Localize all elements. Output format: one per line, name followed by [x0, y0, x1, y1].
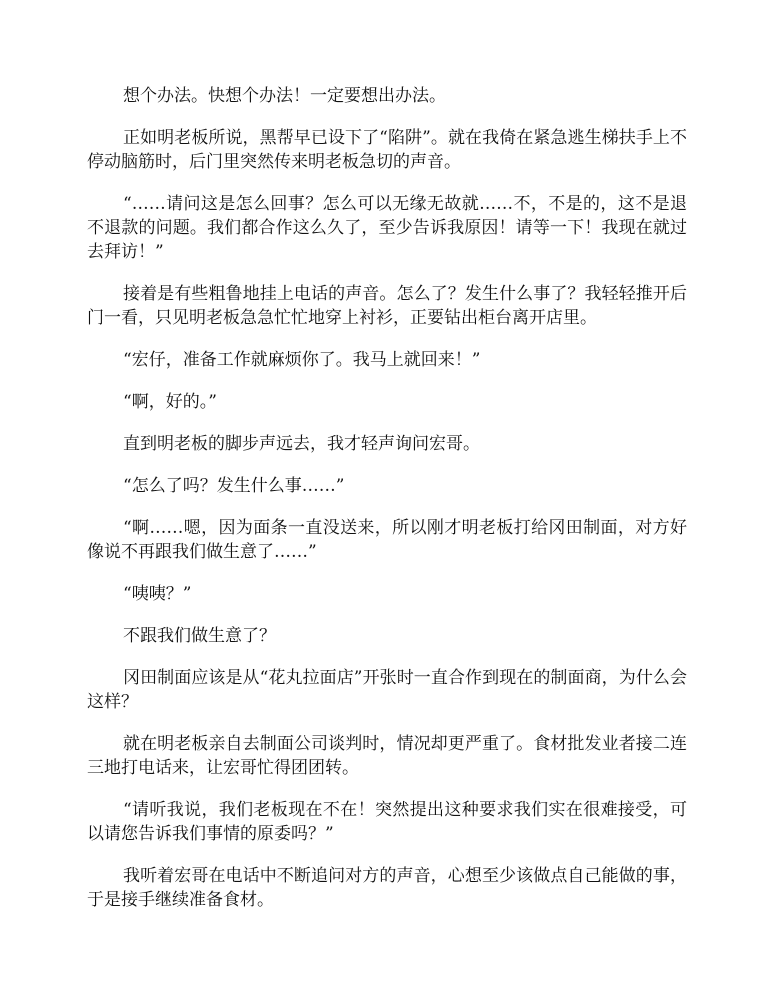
- body-text: [87, 84, 687, 930]
- paragraph: 正如明老板所说，黑帮早已设下了“陷阱”。就在我倚在紧急逃生梯扶手上不停动脑筋时，后门里突然传来明老板急切的声音。: [87, 128, 687, 172]
- paragraph: 想个办法。快想个办法！一定要想出办法。: [123, 86, 446, 106]
- paragraph: 不跟我们做生意了？: [123, 626, 276, 646]
- paragraph: “咦咦？”: [123, 584, 192, 604]
- paragraph: 冈田制面应该是从“花丸拉面店”开张时一直合作到现在的制面商，为什么会这样？: [87, 668, 687, 712]
- paragraph: “……请问这是怎么回事？怎么可以无缘无故就……不，不是的，这不是退不退款的问题。我们都合作这么久了，至少告诉我原因！请等一下！我现在就过去拜访！”: [87, 194, 687, 262]
- paragraph: “宏仔，准备工作就麻烦你了。我马上就回来！”: [123, 350, 481, 370]
- paragraph: 接着是有些粗鲁地挂上电话的声音。怎么了？发生什么事了？我轻轻推开后门一看，只见明老板急急忙忙地穿上衬衫，正要钻出柜台离开店里。: [87, 284, 687, 328]
- paragraph: “啊……嗯，因为面条一直没送来，所以刚才明老板打给冈田制面，对方好像说不再跟我们做生意了……”: [87, 518, 687, 562]
- paragraph: “啊，好的。”: [123, 392, 217, 412]
- paragraph: 直到明老板的脚步声远去，我才轻声询问宏哥。: [123, 434, 480, 454]
- paragraph: “怎么了吗？发生什么事……”: [123, 476, 345, 496]
- paragraph: 就在明老板亲自去制面公司谈判时，情况却更严重了。食材批发业者接二连三地打电话来，让宏哥忙得团团转。: [87, 734, 687, 778]
- paragraph: “请听我说，我们老板现在不在！突然提出这种要求我们实在很难接受，可以请您告诉我们事情的原委吗？”: [87, 800, 687, 844]
- paragraph: 我听着宏哥在电话中不断追问对方的声音，心想至少该做点自己能做的事，于是接手继续准备食材。: [87, 866, 687, 910]
